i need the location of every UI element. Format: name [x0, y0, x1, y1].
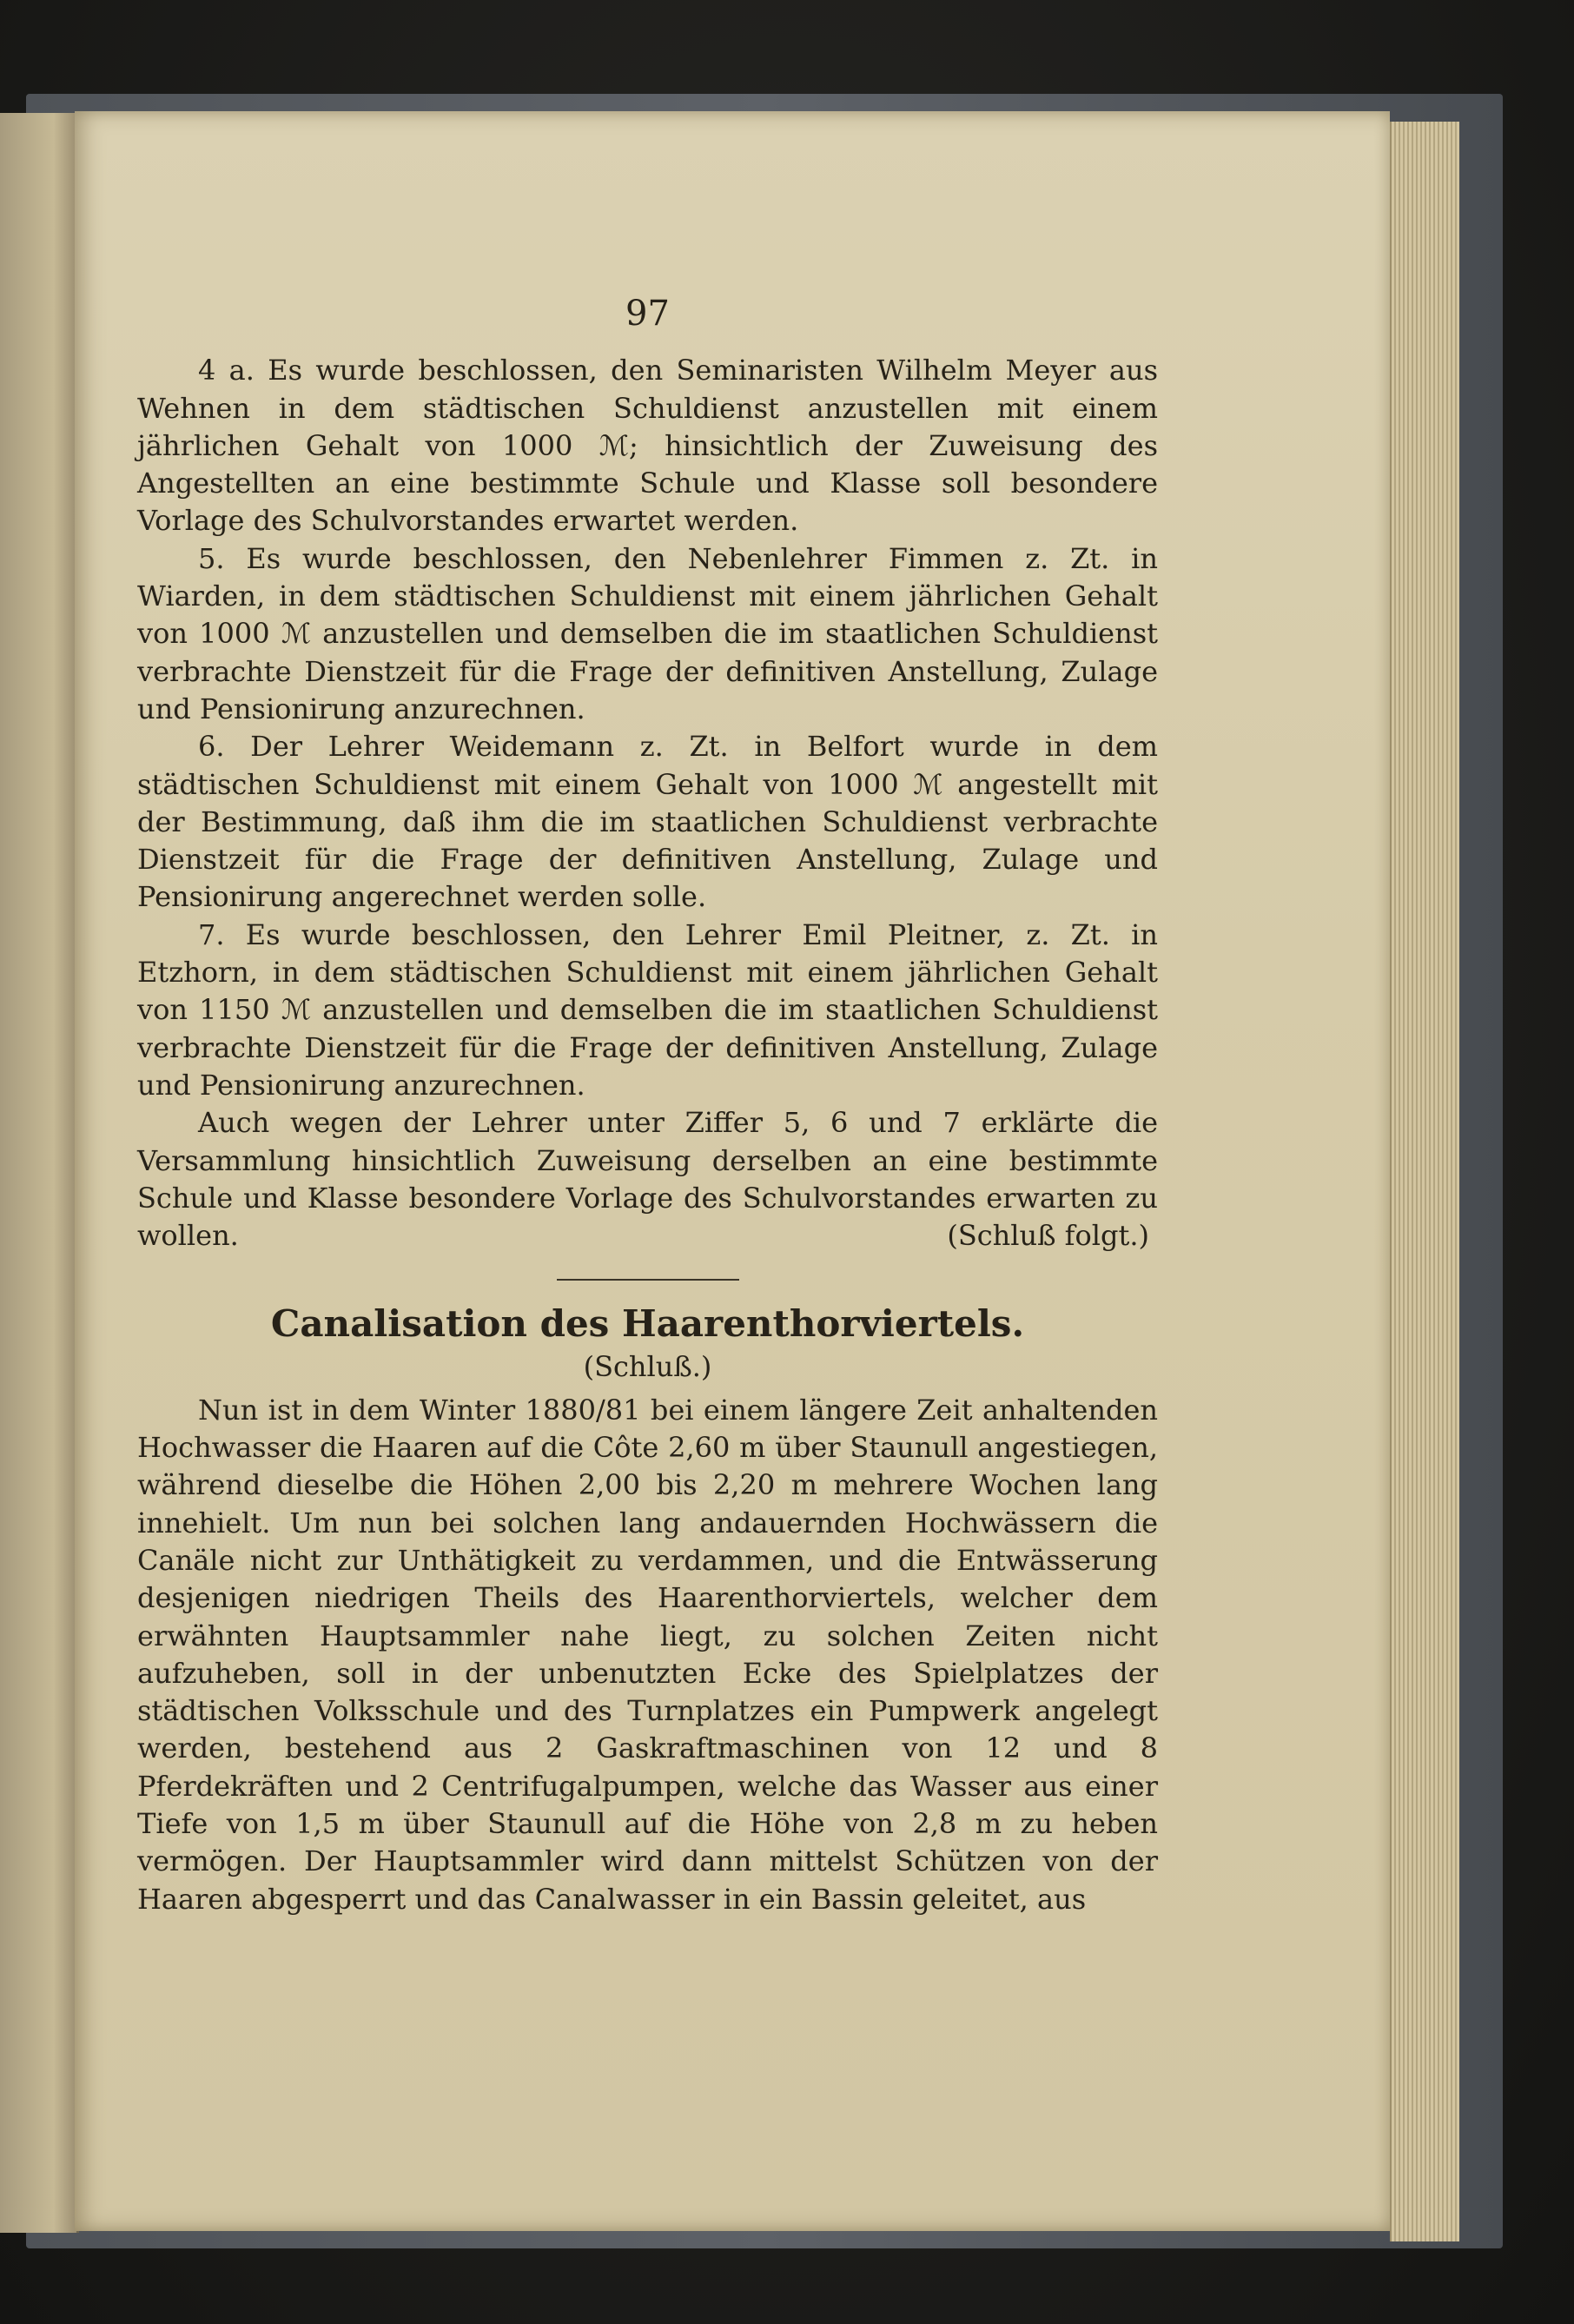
- page-number: 97: [625, 294, 670, 334]
- paragraph-7: 7. Es wurde beschlossen, den Lehrer Emil Pleitner, z. Zt. in Etzhorn, in dem städtischen Schuldienst mit einem jährlichen Gehalt von 1150 ℳ anzustellen und demselben die im staatlichen Schuldienst verbrachte Dienstzeit für die Frage der definitiven Anstellung, Zulage und Pensionirung anzurechnen.: [137, 917, 1158, 1102]
- section-divider: [557, 1279, 739, 1281]
- page-text: [137, 295, 1158, 1918]
- page-block-edges: [1390, 122, 1459, 2241]
- article-paragraph: Nun ist in dem Winter 1880/81 bei einem längere Zeit anhaltenden Hochwasser die Haaren auf die Côte 2,60 m über Staunull angestiegen, während dieselbe die Höhen 2,00 bis 2,20 m mehrere Wochen lang innehielt. Um nun bei solchen lang andauernden Hochwässern die Canäle nicht zur Unthätigkeit zu verdammen, und die Entwässerung desjenigen niedrigen Theils des Haarenthorviertels, welcher dem erwähnten Hauptsammler nahe liegt, zu solchen Zeiten nicht aufzuheben, soll in der unbenutzten Ecke des Spielplatzes der städtischen Volksschule und des Turnplatzes ein Pumpwerk angelegt werden, bestehend aus 2 Gaskraftmaschinen von 12 und 8 Pferdekräften und 2 Centrifugalpumpen, welche das Wasser aus einer Tiefe von 1,5 m über Staunull auf die Höhe von 2,8 m zu heben vermögen. Der Hauptsammler wird dann mittelst Schützen von der Haaren abgesperrt und das Canalwasser in ein Bassin geleitet, aus: [137, 1393, 1158, 1916]
- continued-note: (Schluß folgt.): [947, 1219, 1149, 1253]
- paragraph-closing: Auch wegen der Lehrer unter Ziffer 5, 6 und 7 erklärte die Versammlung hinsichtlich Zuweisung derselben an eine bestimmte Schule und Klasse besondere Vorlage des Schulvorstandes erwarten zu wollen.: [137, 1106, 1158, 1253]
- paragraph-5: 5. Es wurde beschlossen, den Nebenlehrer Fimmen z. Zt. in Wiarden, in dem städtischen Schuldienst mit einem jährlichen Gehalt von 1000 ℳ anzustellen und demselben die im staatlichen Schuldienst verbrachte Dienstzeit für die Frage der definitiven Anstellung, Zulage und Pensionirung anzurechnen.: [137, 541, 1158, 725]
- paragraph-6: 6. Der Lehrer Weidemann z. Zt. in Belfort wurde in dem städtischen Schuldienst mit einem Gehalt von 1000 ℳ angestellt mit der Bestimmung, daß ihm die im staatlichen Schuldienst verbrachte Dienstzeit für die Frage der definitiven Anstellung, Zulage und Pensionirung angerechnet werden solle.: [137, 730, 1158, 914]
- article-subtitle: (Schluß.): [583, 1350, 712, 1384]
- facing-page-edge: [0, 113, 79, 2233]
- article-title: Canalisation des Haarenthorviertels.: [270, 1302, 1025, 1346]
- paragraph-4a: 4 a. Es wurde beschlossen, den Seminaristen Wilhelm Meyer aus Wehnen in dem städtischen Schuldienst anzustellen mit einem jährlichen Gehalt von 1000 ℳ; hinsichtlich der Zuweisung des Angestellten an eine bestimmte Schule und Klasse soll besondere Vorlage des Schulvorstandes erwartet werden.: [137, 354, 1158, 538]
